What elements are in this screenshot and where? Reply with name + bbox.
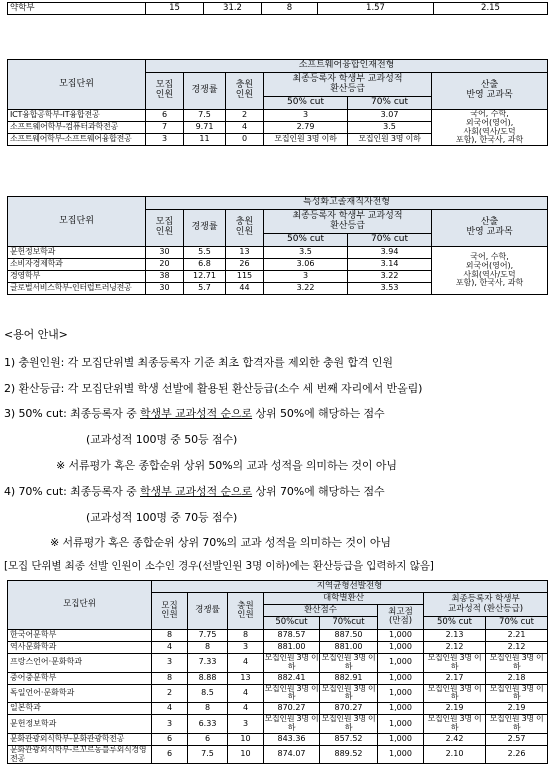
- cut50-cell: 3.5: [264, 247, 348, 259]
- max-cell: 1,000: [378, 703, 424, 715]
- recruit-cell: 4: [152, 642, 188, 654]
- max-cell: 1,000: [378, 672, 424, 684]
- cut50-cell: 3: [264, 110, 348, 122]
- unit-cell: 프랑스언어·문화학과: [8, 654, 152, 673]
- note-3-remark: ※ 서류평가 혹은 종합순위 상위 50%의 교과 성적을 의미하는 것이 아님: [56, 459, 397, 472]
- max-cell: 1,000: [378, 642, 424, 654]
- col-grade-header: 최종등록자 학생부 교과성적 환산등급: [264, 73, 432, 97]
- extra-cell: 3: [228, 642, 264, 654]
- grade70-cell: 모집인원 3명 이하: [486, 654, 548, 673]
- col-50-header: 50% cut: [264, 234, 348, 247]
- note-4-text-end: 상위 70%에 해당하는 점수: [252, 485, 385, 498]
- col-unit-header: 모집단위: [8, 60, 146, 110]
- cut70-cell: 3.5: [348, 122, 432, 134]
- col-extra-header: 충원 인원: [228, 593, 264, 630]
- notes-heading: <용어 안내>: [4, 328, 68, 341]
- extra-cell: 13: [226, 247, 264, 259]
- col-extra-header: 충원 인원: [226, 210, 264, 247]
- extra-cell: 4: [228, 684, 264, 703]
- table-row: [8, 672, 548, 684]
- compete-cell: 8: [188, 703, 228, 715]
- grade70-cell: 모집인원 3명 이하: [486, 684, 548, 703]
- unit-cell: 문헌정보학과: [8, 715, 152, 734]
- table-row: [8, 654, 548, 673]
- note-4-underline: 학생부 교과성적 순으로: [140, 485, 253, 498]
- recruit-cell: 6: [152, 733, 188, 745]
- table-cell: 1.57: [318, 3, 434, 15]
- extra-cell: 4: [226, 122, 264, 134]
- note-3-text-end: 상위 50%에 해당하는 점수: [252, 407, 385, 420]
- software-table: [7, 59, 548, 146]
- col-compete-header: 경쟁률: [188, 593, 228, 630]
- subject-cell: 국어, 수학, 외국어(영어), 사회(역사/도덕 포함), 한국사, 과학: [432, 110, 548, 146]
- compete-cell: 5.7: [184, 283, 226, 295]
- compete-cell: 7.5: [188, 745, 228, 764]
- cut50-cell: 모집인원 3명 이하: [264, 134, 348, 146]
- score70-cell: 모집인원 3명 이하: [320, 684, 378, 703]
- grade70-cell: 모집인원 3명 이하: [486, 715, 548, 734]
- cut70-cell: 3.14: [348, 259, 432, 271]
- grade50-cell: 2.12: [424, 642, 486, 654]
- section-title: 특성화고졸재직자전형: [146, 197, 548, 210]
- compete-cell: 6.8: [184, 259, 226, 271]
- table-row: [8, 684, 548, 703]
- recruit-cell: 30: [146, 283, 184, 295]
- max-cell: 1,000: [378, 630, 424, 642]
- compete-cell: 8: [188, 642, 228, 654]
- grade70-cell: 2.19: [486, 703, 548, 715]
- unit-cell: 글로벌서비스학부-인터럽트러닝전공: [8, 283, 146, 295]
- recruit-cell: 6: [146, 110, 184, 122]
- col-recruit-header: 모집 인원: [152, 593, 188, 630]
- unit-cell: 독일언어·문화학과: [8, 684, 152, 703]
- unit-cell: 문화관광외식학부-문화관광학전공: [8, 733, 152, 745]
- extra-cell: 10: [228, 733, 264, 745]
- col-70-header: 70% cut: [348, 234, 432, 247]
- score70-cell: 889.52: [320, 745, 378, 764]
- table-row: [8, 715, 548, 734]
- max-cell: 1,000: [378, 654, 424, 673]
- note-3-underline: 학생부 교과성적 순으로: [140, 407, 253, 420]
- score50-cell: 모집인원 3명 이하: [264, 714, 319, 732]
- recruit-cell: 3: [152, 654, 188, 673]
- col-max-header: 최고점 (만점): [378, 605, 424, 630]
- extra-cell: 3: [228, 715, 264, 734]
- recruit-cell: 30: [146, 247, 184, 259]
- unit-cell: 한국어문학부: [8, 630, 152, 642]
- score70-cell: 882.91: [320, 672, 378, 684]
- table-row: [8, 110, 548, 122]
- extra-cell: 26: [226, 259, 264, 271]
- compete-cell: 11: [184, 134, 226, 146]
- cut70-cell: 3.94: [348, 247, 432, 259]
- subject-cell: 국어, 수학, 외국어(영어), 사회(역사/도덕 포함), 한국사, 과학: [432, 247, 548, 295]
- table-cell: 2.15: [434, 3, 548, 15]
- table-row: [8, 3, 548, 15]
- col-recruit-header: 모집 인원: [146, 210, 184, 247]
- grade70-cell: 2.18: [486, 672, 548, 684]
- note-2: 2) 환산등급: 각 모집단위별 학생 선발에 활용된 환산등급(소수 세 번째 자리에서 반올림): [4, 382, 423, 395]
- section-title: 소프트웨어융합인재전형: [146, 60, 548, 73]
- grade50-cell: 2.19: [424, 703, 486, 715]
- recruit-cell: 3: [146, 134, 184, 146]
- cut70-cell: 3.53: [348, 283, 432, 295]
- compete-cell: 7.33: [188, 654, 228, 673]
- unit-cell: 중어중문학부: [8, 672, 152, 684]
- col-subject-header: 산출 반영 교과목: [432, 73, 548, 110]
- compete-cell: 6.33: [188, 715, 228, 734]
- extra-cell: 13: [228, 672, 264, 684]
- note-3: [4, 405, 385, 421]
- regional-table: [7, 580, 548, 764]
- grade50-cell: 2.42: [424, 733, 486, 745]
- score50-cell: 874.07: [264, 745, 320, 764]
- cut70-cell: 모집인원 3명 이하: [348, 134, 432, 146]
- extra-cell: 2: [226, 110, 264, 122]
- note-bracket: [모집 단위별 최종 선발 인원이 소수인 경우(선발인원 3명 이하)에는 환산등급을 입력하지 않음]: [4, 560, 434, 572]
- grade50-cell: 모집인원 3명 이하: [424, 715, 486, 734]
- col-s70-header: 70%cut: [320, 617, 378, 630]
- col-subject-header: 산출 반영 교과목: [432, 210, 548, 247]
- max-cell: 1,000: [378, 733, 424, 745]
- table-row: [8, 630, 548, 642]
- extra-cell: 8: [228, 630, 264, 642]
- cut50-cell: 3: [264, 271, 348, 283]
- unit-cell: 일본학과: [8, 703, 152, 715]
- col-univ-header: 대학별환산: [264, 593, 424, 605]
- grade50-cell: 2.13: [424, 630, 486, 642]
- compete-cell: 12.71: [184, 271, 226, 283]
- table-row: [8, 703, 548, 715]
- compete-cell: 7.5: [184, 110, 226, 122]
- grade50-cell: 모집인원 3명 이하: [424, 654, 486, 673]
- recruit-cell: 8: [152, 630, 188, 642]
- note-3-text: 3) 50% cut: 최종등록자 중: [4, 407, 141, 420]
- recruit-cell: 20: [146, 259, 184, 271]
- extra-cell: 10: [228, 745, 264, 764]
- compete-cell: 6: [188, 733, 228, 745]
- grade70-cell: 2.57: [486, 733, 548, 745]
- col-50-header: 50% cut: [264, 97, 348, 110]
- max-cell: 1,000: [378, 745, 424, 764]
- recruit-cell: 2: [152, 684, 188, 703]
- score70-cell: 881.00: [320, 642, 378, 654]
- note-3-sub: (교과성적 100명 중 50등 점수): [86, 433, 238, 446]
- grade50-cell: 2.17: [424, 672, 486, 684]
- unit-cell: 소프트웨어학부-소프트웨어융합전공: [8, 134, 146, 146]
- note-4-remark: ※ 서류평가 혹은 종합순위 상위 70%의 교과 성적을 의미하는 것이 아님: [50, 536, 391, 549]
- score70-cell: 857.52: [320, 733, 378, 745]
- extra-cell: 0: [226, 134, 264, 146]
- extra-cell: 44: [226, 283, 264, 295]
- col-grade-header: 최종등록자 학생부 교과성적 환산등급: [264, 210, 432, 234]
- col-s50-header: 50%cut: [264, 617, 320, 630]
- score70-cell: 모집인원 3명 이하: [320, 715, 378, 734]
- score50-cell: 881.00: [264, 642, 320, 654]
- recruit-cell: 38: [146, 271, 184, 283]
- compete-cell: 5.5: [184, 247, 226, 259]
- col-70-header: 70% cut: [348, 97, 432, 110]
- unit-cell: 문헌정보학과: [8, 247, 146, 259]
- extra-cell: 4: [228, 703, 264, 715]
- col-unit-header: 모집단위: [8, 197, 146, 247]
- compete-cell: 7.75: [188, 630, 228, 642]
- col-score-header: 환산점수: [264, 605, 378, 617]
- score50-cell: 모집인원 3명 이하: [264, 683, 319, 702]
- score50-cell: 870.27: [264, 703, 320, 715]
- note-1: 1) 충원인원: 각 모집단위별 최종등록자 기준 최초 합격자를 제외한 충원 합격 인원: [4, 356, 393, 369]
- grade70-cell: 2.26: [486, 745, 548, 764]
- section-title: 지역균형선발전형: [152, 581, 548, 593]
- score50-cell: 모집인원 3명 이하: [264, 653, 319, 671]
- compete-cell: 8.88: [188, 672, 228, 684]
- score70-cell: 887.50: [320, 630, 378, 642]
- unit-cell: 역사문화학과: [8, 642, 152, 654]
- max-cell: 1,000: [378, 715, 424, 734]
- cut50-cell: 2.79: [264, 122, 348, 134]
- table-cell: 31.2: [204, 3, 262, 15]
- score50-cell: 882.41: [264, 672, 320, 684]
- table-cell: 15: [146, 3, 204, 15]
- max-cell: 1,000: [378, 684, 424, 703]
- specialized-table: [7, 196, 548, 295]
- unit-cell: 경영학부: [8, 271, 146, 283]
- col-recruit-header: 모집 인원: [146, 73, 184, 110]
- recruit-cell: 7: [146, 122, 184, 134]
- grade50-cell: 모집인원 3명 이하: [424, 684, 486, 703]
- col-g50-header: 50% cut: [424, 617, 486, 630]
- table-cell: 약학부: [8, 3, 146, 15]
- cut50-cell: 3.22: [264, 283, 348, 295]
- recruit-cell: 3: [152, 715, 188, 734]
- grade50-cell: 2.10: [424, 745, 486, 764]
- col-g70-header: 70% cut: [486, 617, 548, 630]
- cut50-cell: 3.06: [264, 259, 348, 271]
- cut70-cell: 3.22: [348, 271, 432, 283]
- table-row: [8, 733, 548, 745]
- score50-cell: 843.36: [264, 733, 320, 745]
- col-unit-header: 모집단위: [8, 581, 152, 630]
- col-extra-header: 충원 인원: [226, 73, 264, 110]
- unit-cell: ICT융합공학부-IT융합전공: [8, 110, 146, 122]
- note-4-text: 4) 70% cut: 최종등록자 중: [4, 485, 141, 498]
- note-4-sub: (교과성적 100명 중 70등 점수): [86, 511, 238, 524]
- score70-cell: 모집인원 3명 이하: [320, 654, 378, 673]
- col-compete-header: 경쟁률: [184, 210, 226, 247]
- cut70-cell: 3.07: [348, 110, 432, 122]
- grade70-cell: 2.12: [486, 642, 548, 654]
- score70-cell: 870.27: [320, 703, 378, 715]
- compete-cell: 9.71: [184, 122, 226, 134]
- unit-cell: 소프트웨어학부-컴퓨터과학전공: [8, 122, 146, 134]
- note-4: [4, 483, 385, 499]
- table-row: [8, 642, 548, 654]
- table-cell: 8: [262, 3, 318, 15]
- recruit-cell: 6: [152, 745, 188, 764]
- grade70-cell: 2.21: [486, 630, 548, 642]
- top-table: [7, 2, 548, 15]
- col-compete-header: 경쟁률: [184, 73, 226, 110]
- extra-cell: 115: [226, 271, 264, 283]
- recruit-cell: 4: [152, 703, 188, 715]
- col-grade-header: 최종등록자 학생부 교과성적 (환산등급): [424, 593, 548, 617]
- unit-cell: 문화관광외식학부-르꼬르동블루외식경영전공: [8, 745, 152, 764]
- recruit-cell: 8: [152, 672, 188, 684]
- unit-cell: 소비자경제학과: [8, 259, 146, 271]
- table-row: [8, 247, 548, 259]
- score50-cell: 878.57: [264, 630, 320, 642]
- compete-cell: 8.5: [188, 684, 228, 703]
- extra-cell: 4: [228, 654, 264, 673]
